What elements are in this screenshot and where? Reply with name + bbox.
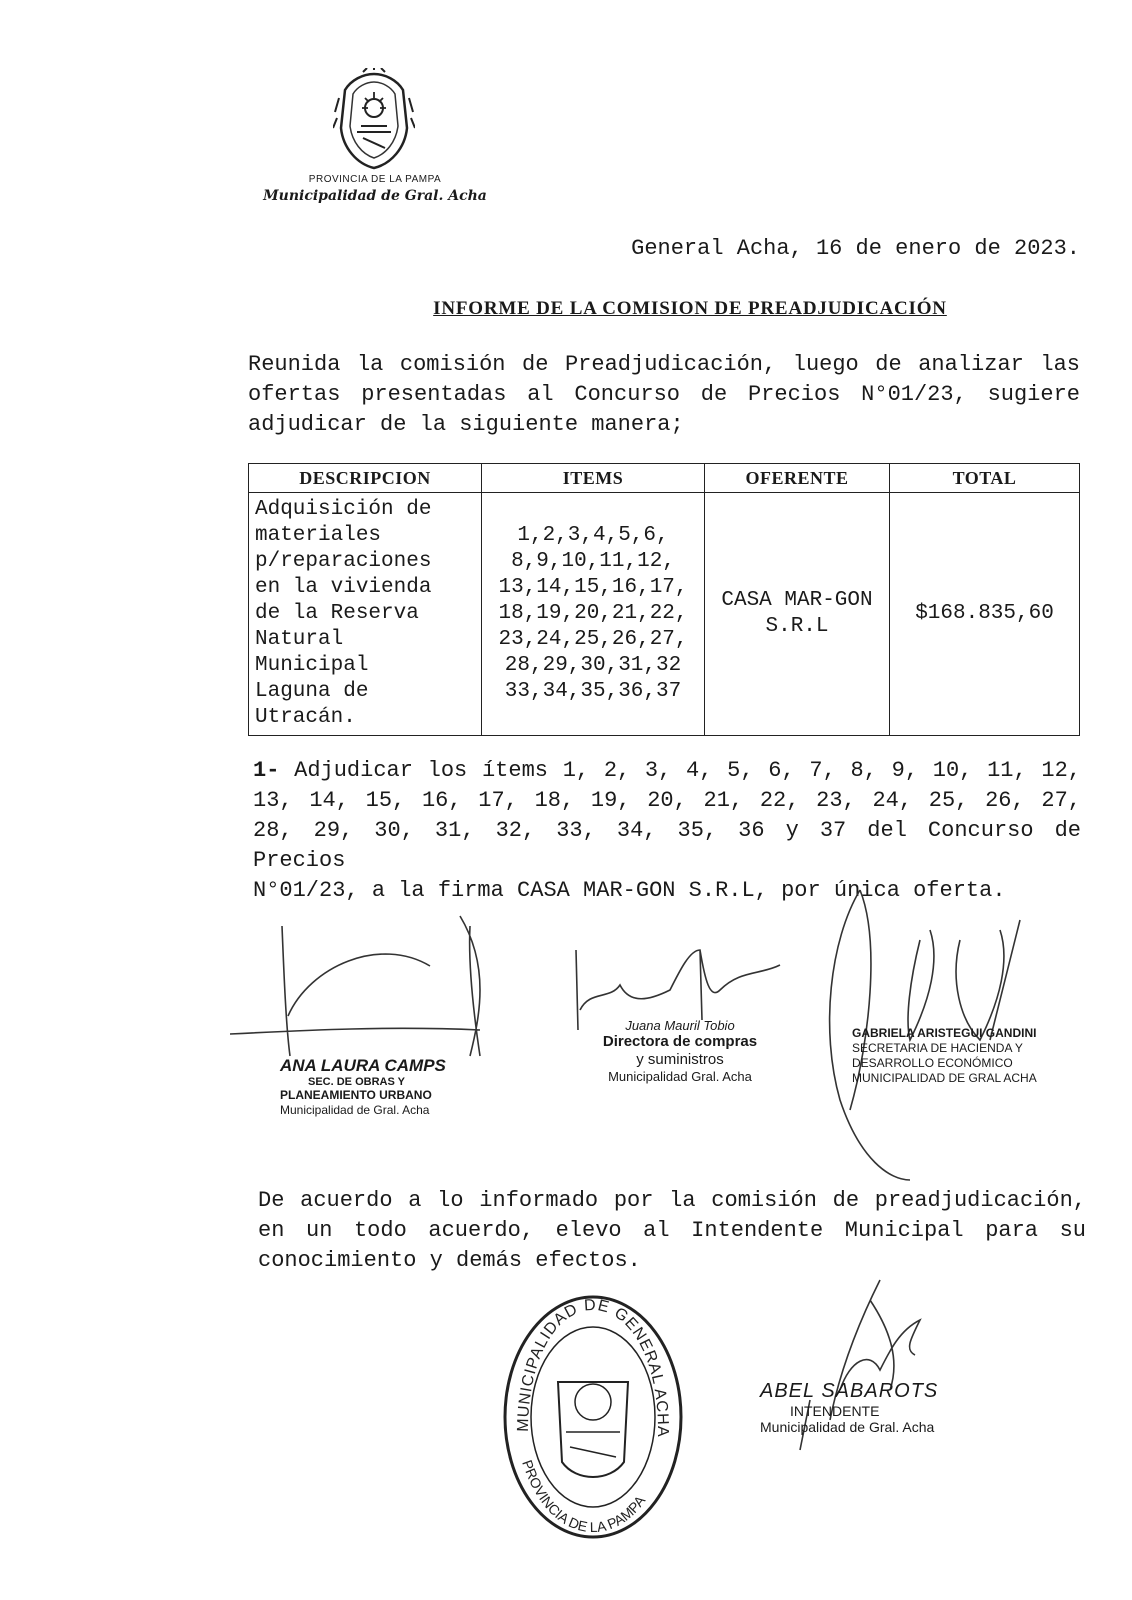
municipal-seal-stamp — [500, 1292, 686, 1542]
signatory-name: ANA LAURA CAMPS — [280, 1056, 446, 1075]
header-total: TOTAL — [890, 464, 1080, 493]
signatory-name: GABRIELA ARISTEGUI GANDINI — [852, 1026, 1037, 1040]
mayor-title: INTENDENTE — [790, 1403, 880, 1419]
items-line: 13,14,15,16,17, — [498, 576, 688, 599]
description-line: Natural — [255, 628, 344, 651]
municipality-label: Municipalidad de Gral. Acha — [263, 188, 487, 204]
report-title: INFORME DE LA COMISION DE PREADJUDICACIÓN — [433, 298, 947, 319]
description-line: en la vivienda — [255, 576, 432, 599]
signature-block-mayor — [760, 1380, 960, 1435]
description-line: materiales — [255, 524, 382, 547]
table-header-row — [249, 464, 1080, 493]
items-line: 23,24,25,26,27, — [498, 628, 688, 651]
mayor-org: Municipalidad de Gral. Acha — [760, 1419, 935, 1435]
closing-line: conocimiento y demás efectos. — [258, 1248, 641, 1273]
items-line: 33,34,35,36,37 — [504, 680, 682, 703]
signatory-line: Municipalidad de Gral. Acha — [280, 1103, 430, 1117]
signature-abel-sabarots — [770, 1270, 970, 1470]
header-description: DESCRIPCION — [249, 464, 482, 493]
signature-block-1 — [280, 1056, 480, 1118]
intro-line: ofertas presentadas al Concurso de Precios N°01/23, sugiere — [248, 382, 1080, 407]
items-line: 18,19,20,21,22, — [498, 602, 688, 625]
intro-line: Reunida la comisión de Preadjudicación, luego de analizar las — [248, 352, 1080, 377]
table-row — [249, 493, 1080, 736]
description-line: p/reparaciones — [255, 550, 432, 573]
offerer-line: S.R.L — [765, 615, 829, 638]
signatory-line: SECRETARIA DE HACIENDA Y — [852, 1041, 1023, 1055]
signature-block-3 — [852, 1026, 1052, 1086]
header-offerer: OFERENTE — [705, 464, 890, 493]
signatory-line: SEC. DE OBRAS Y — [308, 1076, 405, 1088]
province-label: PROVINCIA DE LA PAMPA — [308, 174, 442, 185]
signatory-line: MUNICIPALIDAD DE GRAL ACHA — [852, 1071, 1037, 1085]
adjudication-line: 13, 14, 15, 16, 17, 18, 19, 20, 21, 22, 23, 24, 25, 26, 27, — [253, 788, 1081, 813]
seal-top-text — [515, 1297, 671, 1438]
intro-paragraph — [248, 350, 1080, 440]
cell-offerer — [705, 493, 890, 736]
signatory-line: Directora de compras — [602, 1033, 758, 1050]
closing-line: en un todo acuerdo, elevo al Intendente Municipal para su — [258, 1218, 1086, 1243]
offerer-line: CASA MAR-GON — [721, 589, 873, 612]
signatory-line: y suministros — [636, 1051, 724, 1068]
items-line: 1,2,3,4,5,6, — [517, 524, 669, 547]
cell-items — [482, 493, 705, 736]
mayor-name: ABEL SABAROTS — [760, 1380, 939, 1402]
date-line: General Acha, 16 de enero de 2023. — [631, 236, 1080, 261]
description-line: Adquisición de — [255, 498, 432, 521]
intro-line: adjudicar de la siguiente manera; — [248, 412, 684, 437]
adjudication-number: 1- — [253, 758, 280, 783]
description-line: Municipal — [255, 654, 369, 677]
municipal-crest-logo — [333, 68, 415, 172]
header-items: ITEMS — [482, 464, 705, 493]
cell-description — [249, 493, 482, 736]
cell-total: $168.835,60 — [890, 493, 1080, 736]
seal-top-text-path: MUNICIPALIDAD DE GENERAL ACHA — [514, 1296, 672, 1438]
signature-block-2 — [580, 1018, 780, 1084]
signatory-line: DESARROLLO ECONÓMICO — [852, 1056, 1013, 1070]
items-line: 28,29,30,31,32 — [504, 654, 682, 677]
items-line: 8,9,10,11,12, — [511, 550, 675, 573]
adjudication-line: N°01/23, a la firma CASA MAR-GON S.R.L, por única oferta. — [253, 878, 1006, 903]
signatory-line: PLANEAMIENTO URBANO — [280, 1088, 432, 1102]
adjudication-line: 28, 29, 30, 31, 32, 33, 34, 35, 36 y 37 del Concurso de Precios — [253, 818, 1081, 873]
adjudication-line — [253, 756, 1081, 786]
closing-line: De acuerdo a lo informado por la comisión de preadjudicación, — [258, 1188, 1086, 1213]
signature-juana-mauril-tobio — [570, 930, 800, 1030]
signatory-line: Municipalidad Gral. Acha — [608, 1069, 752, 1084]
description-line: Laguna de — [255, 680, 369, 703]
description-line: de la Reserva — [255, 602, 419, 625]
seal-bottom-text-path: PROVINCIA DE LA PAMPA — [519, 1457, 649, 1536]
adjudication-text: Adjudicar los ítems 1, 2, 3, 4, 5, 6, 7, 8, 9, 10, 11, 12, — [294, 758, 1081, 783]
seal-bottom-text — [519, 1458, 649, 1535]
closing-paragraph — [258, 1186, 1086, 1276]
signatory-name: Juana Mauril Tobio — [625, 1018, 735, 1033]
description-line: Utracán. — [255, 706, 356, 729]
adjudication-table — [248, 463, 1080, 736]
